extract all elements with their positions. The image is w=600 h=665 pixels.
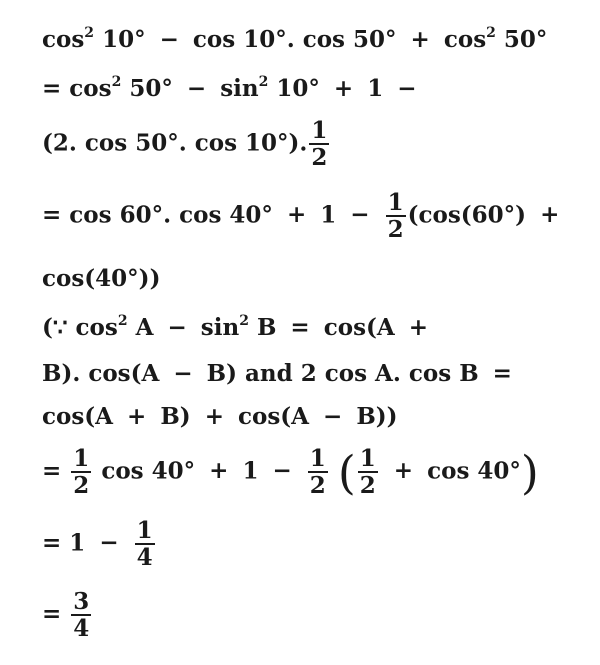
- math-line-10: [42, 518, 157, 571]
- denominator: 2: [387, 216, 404, 244]
- numerator: 1: [359, 445, 376, 472]
- minus-sign: −: [323, 403, 343, 430]
- numerator: 1: [136, 517, 153, 544]
- angle: 50°: [503, 26, 548, 53]
- equals-sign: =: [42, 529, 62, 557]
- cos-term: cos(A: [42, 403, 114, 430]
- variable: A: [135, 314, 154, 341]
- cos-term: cos 40°: [427, 457, 521, 485]
- identity-text: B) and 2 cos A. cos B: [206, 360, 479, 387]
- product-term: (2. cos 50°. cos 10°).: [42, 129, 308, 157]
- cos-term: cos 40°: [101, 457, 196, 485]
- plus-sign: +: [333, 75, 354, 102]
- fraction: [308, 446, 328, 499]
- denominator: 2: [309, 472, 326, 500]
- math-line-11: [42, 589, 93, 642]
- numerator: 1: [73, 445, 90, 472]
- angle: 10°: [276, 75, 320, 102]
- numerator: 1: [387, 189, 404, 216]
- equals-sign: =: [42, 201, 62, 229]
- math-line-2: [42, 74, 423, 102]
- angle: 10°: [102, 26, 146, 53]
- minus-sign: −: [167, 314, 187, 341]
- sin-term: sin: [200, 314, 240, 341]
- because-term: (∵ cos: [42, 314, 118, 341]
- equals-sign: =: [42, 600, 62, 628]
- angle: 50°: [129, 75, 173, 102]
- equals-sign: =: [290, 314, 310, 341]
- denominator: 2: [359, 472, 376, 500]
- plus-sign: +: [393, 457, 414, 485]
- fraction: [358, 446, 378, 499]
- right-paren: ): [520, 445, 539, 500]
- math-line-3: [42, 118, 331, 171]
- math-line-5: [42, 267, 160, 290]
- equals-sign: =: [492, 360, 512, 387]
- exponent: 2: [258, 74, 269, 90]
- exponent: 2: [486, 25, 496, 41]
- exponent: 2: [111, 74, 122, 90]
- minus-sign: −: [397, 75, 417, 102]
- product-term: cos 10°. cos 50°: [192, 26, 397, 53]
- cos-term: cos(A: [237, 403, 310, 430]
- math-line-9: [42, 446, 539, 499]
- cos-term: (cos(60°): [407, 201, 527, 229]
- product-term: cos 60°. cos 40°: [69, 201, 273, 229]
- cos-term: cos(40°)): [42, 265, 161, 292]
- plus-sign: +: [408, 314, 429, 341]
- minus-sign: −: [186, 75, 207, 102]
- numerator: 1: [309, 445, 326, 472]
- cos-term: cos: [42, 26, 85, 53]
- cos-term: B). cos(A: [42, 360, 160, 387]
- left-paren: (: [337, 445, 356, 500]
- exponent: 2: [239, 313, 249, 329]
- exponent: 2: [84, 25, 95, 41]
- math-line-7: [42, 362, 518, 385]
- numerator: 3: [73, 588, 90, 615]
- cos-term: cos: [443, 26, 487, 53]
- constant: 1: [242, 457, 259, 485]
- math-line-8: [42, 405, 398, 428]
- fraction: [71, 446, 91, 499]
- minus-sign: −: [173, 360, 193, 387]
- denominator: 2: [73, 472, 90, 500]
- fraction: [71, 589, 91, 642]
- math-line-4: [42, 190, 565, 243]
- numerator: 1: [311, 117, 328, 144]
- equals-sign: =: [42, 75, 62, 102]
- fraction: [386, 190, 406, 243]
- math-line-1: [42, 25, 548, 53]
- variable: B): [160, 403, 191, 430]
- plus-sign: +: [204, 403, 224, 430]
- fraction: [135, 518, 155, 571]
- constant: 1: [69, 529, 86, 557]
- minus-sign: −: [350, 201, 370, 229]
- variable: B: [256, 314, 277, 341]
- minus-sign: −: [159, 26, 179, 53]
- plus-sign: +: [127, 403, 147, 430]
- denominator: 4: [136, 544, 153, 572]
- fraction: [309, 118, 329, 171]
- denominator: 4: [73, 615, 90, 643]
- plus-sign: +: [540, 201, 560, 229]
- plus-sign: +: [410, 26, 430, 53]
- equals-sign: =: [42, 457, 62, 485]
- plus-sign: +: [209, 457, 229, 485]
- constant: 1: [367, 75, 384, 102]
- cos-term: cos(A: [323, 314, 395, 341]
- constant: 1: [320, 201, 337, 229]
- minus-sign: −: [272, 457, 292, 485]
- minus-sign: −: [99, 529, 119, 557]
- denominator: 2: [311, 144, 328, 172]
- sin-term: sin: [220, 75, 259, 102]
- math-line-6: [42, 313, 434, 341]
- cos-term: cos: [69, 75, 112, 102]
- exponent: 2: [117, 313, 128, 329]
- plus-sign: +: [286, 201, 307, 229]
- variable: B)): [356, 403, 398, 430]
